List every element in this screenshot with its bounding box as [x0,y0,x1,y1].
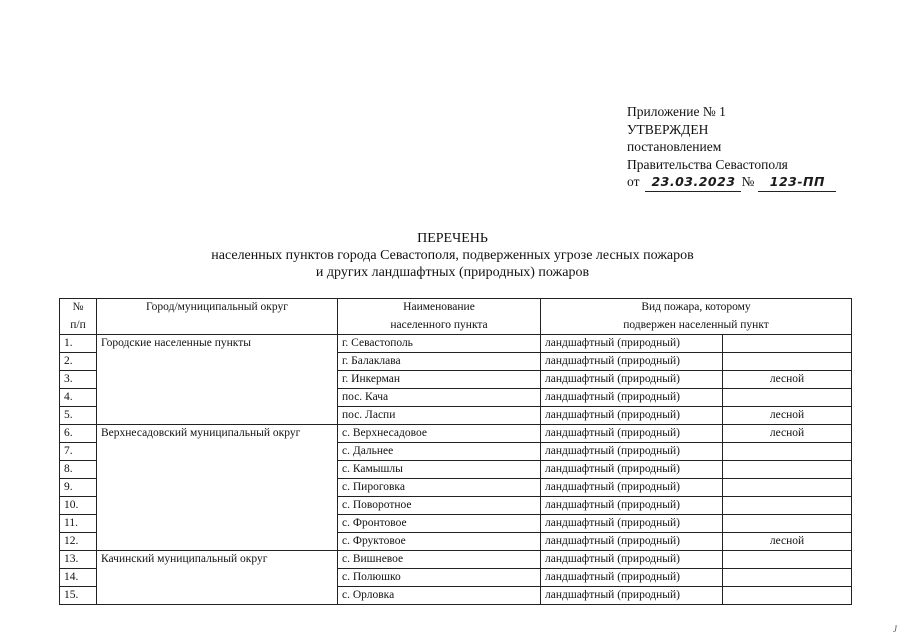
approval-date: 23.03.2023 [645,173,741,192]
title-line-1: населенных пунктов города Севастополя, подверженных угрозе лесных пожаров [211,248,694,263]
header-settlement-line-1: Наименование [403,301,475,313]
settlement-name: с. Поворотное [338,497,541,515]
header-district [97,299,338,335]
row-number: 13. [60,551,97,569]
approval-block [627,103,836,192]
header-number-line-1: № [72,301,84,313]
fire-type: ландшафтный (природный) [541,551,723,569]
table-row [60,425,852,443]
district-name: Городские населенные пункты [97,335,338,425]
settlement-name: г. Севастополь [338,335,541,353]
title-heading: ПЕРЕЧЕНЬ [417,231,488,246]
row-number: 5. [60,407,97,425]
fire-type: ландшафтный (природный) [541,461,723,479]
table-row [60,335,852,353]
district-name: Качинский муниципальный округ [97,551,338,605]
row-number: 2. [60,353,97,371]
fire-type-forest [723,443,852,461]
fire-type: ландшафтный (природный) [541,587,723,605]
title-line-2: и других ландшафтных (природных) пожаров [315,265,590,280]
fire-type: ландшафтный (природный) [541,389,723,407]
header-district-label: Город/муниципальный округ [146,301,288,313]
settlement-name: с. Пироговка [338,479,541,497]
district-name: Верхнесадовский муниципальный округ [97,425,338,551]
row-number: 1. [60,335,97,353]
row-number: 15. [60,587,97,605]
fire-type-forest: лесной [723,407,852,425]
row-number: 8. [60,461,97,479]
approval-from-label: от [627,174,640,189]
approval-number-label: № [741,174,755,189]
settlement-name: с. Орловка [338,587,541,605]
fire-type: ландшафтный (природный) [541,335,723,353]
fire-type: ландшафтный (природный) [541,353,723,371]
fire-type: ландшафтный (природный) [541,425,723,443]
fire-type-forest [723,479,852,497]
approval-approved: УТВЕРЖДЕН [627,121,709,137]
fire-type-forest [723,353,852,371]
fire-type-forest [723,551,852,569]
settlement-name: с. Дальнее [338,443,541,461]
header-number-line-2: п/п [70,318,86,331]
row-number: 14. [60,569,97,587]
settlement-name: с. Вишневое [338,551,541,569]
fire-type-forest: лесной [723,371,852,389]
settlement-name: г. Балаклава [338,353,541,371]
fire-type-forest [723,335,852,353]
table-body [60,335,852,605]
fire-type-forest [723,389,852,407]
approval-appendix: Приложение № 1 [627,104,726,119]
row-number: 6. [60,425,97,443]
fire-type: ландшафтный (природный) [541,479,723,497]
header-settlement-line-2: населенного пункта [390,318,488,331]
settlement-name: с. Фруктовое [338,533,541,551]
row-number: 10. [60,497,97,515]
row-number: 12. [60,533,97,551]
fire-type: ландшафтный (природный) [541,569,723,587]
fire-type-forest: лесной [723,533,852,551]
document-title [0,230,905,281]
table-header-row [60,299,852,335]
fire-type-forest [723,587,852,605]
approval-number: 123-ПП [758,173,836,192]
fire-type-forest [723,461,852,479]
approval-date-line [627,173,836,192]
row-number: 7. [60,443,97,461]
header-fire-type-line-1: Вид пожара, которому [641,301,751,313]
fire-type: ландшафтный (природный) [541,407,723,425]
settlement-name: пос. Кача [338,389,541,407]
row-number: 3. [60,371,97,389]
row-number: 9. [60,479,97,497]
corner-mark: J [893,624,897,634]
fire-type-forest [723,515,852,533]
row-number: 11. [60,515,97,533]
settlement-name: с. Фронтовое [338,515,541,533]
header-fire-type [541,299,852,335]
settlement-name: г. Инкерман [338,371,541,389]
header-number [60,299,97,335]
fire-type: ландшафтный (природный) [541,515,723,533]
approval-by-resolution: постановлением [627,139,722,154]
fire-type: ландшафтный (природный) [541,497,723,515]
settlements-table [59,298,852,605]
fire-type: ландшафтный (природный) [541,371,723,389]
table-row [60,551,852,569]
settlement-name: с. Верхнесадовое [338,425,541,443]
row-number: 4. [60,389,97,407]
settlement-name: с. Полюшко [338,569,541,587]
fire-type: ландшафтный (природный) [541,533,723,551]
settlement-name: пос. Ласпи [338,407,541,425]
fire-type-forest [723,569,852,587]
fire-type: ландшафтный (природный) [541,443,723,461]
approval-government: Правительства Севастополя [627,156,788,172]
fire-type-forest: лесной [723,425,852,443]
settlement-name: с. Камышлы [338,461,541,479]
header-fire-type-line-2: подвержен населенный пункт [623,318,769,331]
header-settlement [338,299,541,335]
fire-type-forest [723,497,852,515]
